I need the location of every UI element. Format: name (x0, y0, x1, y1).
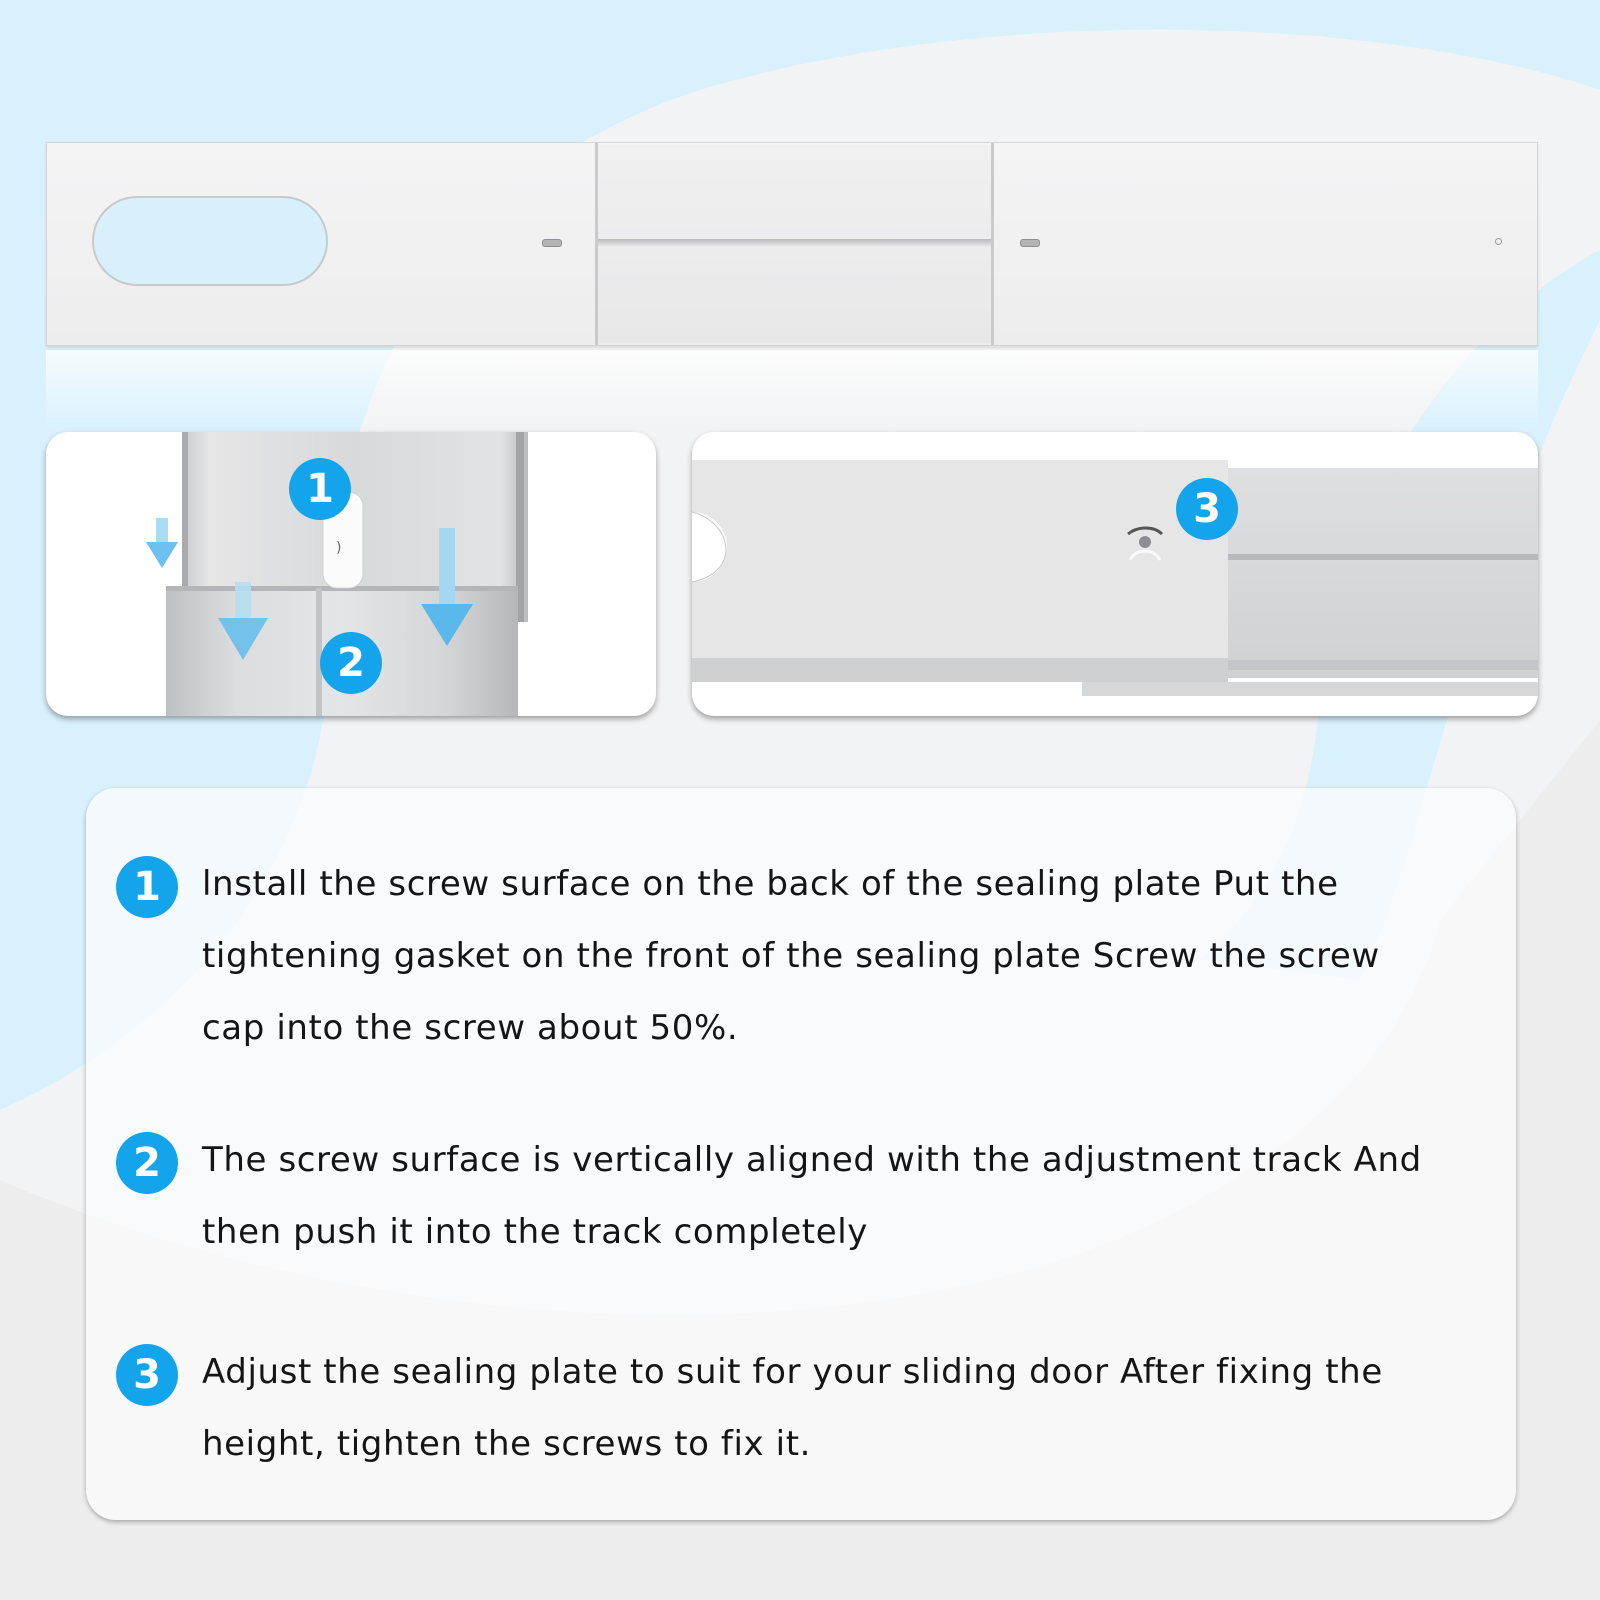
screw (542, 239, 562, 247)
segment-joint (991, 143, 994, 345)
step-text: lnstall the screw surface on the back of the sealing plate Put the tightening gasket on the front of the sealing plate Screw the screw cap into the screw about 50%. (202, 864, 1380, 1048)
mounting-hole (1495, 238, 1502, 245)
step-text: The screw surface is vertically aligned with the adjustment track And then push it into the track completely (202, 1140, 1422, 1252)
callout-badge-2: 2 (320, 632, 382, 694)
step-number-badge: 1 (116, 856, 178, 918)
callout-badge-1: 1 (289, 458, 351, 520)
step-text: Adjust the sealing plate to suit for your sliding door After fixing the height, tighten the screws to fix it. (202, 1352, 1383, 1464)
adjustment-track (598, 239, 994, 247)
arrow-down-icon (146, 518, 178, 568)
screw (1020, 239, 1040, 247)
svg-text:): ) (336, 540, 342, 556)
instructions-panel (86, 788, 1516, 1520)
segment-joint (595, 143, 598, 345)
detail-card-plate-adjust (692, 432, 1538, 716)
callout-badge-3: 3 (1176, 478, 1238, 540)
step-number-badge: 3 (116, 1344, 178, 1406)
detail-card-screw-install (46, 432, 656, 716)
step-number-badge: 2 (116, 1132, 178, 1194)
plate-reflection (46, 350, 1538, 430)
vent-hole (92, 196, 328, 286)
plate-closeup-illustration (692, 432, 1538, 716)
sealing-plate-image (46, 142, 1538, 346)
